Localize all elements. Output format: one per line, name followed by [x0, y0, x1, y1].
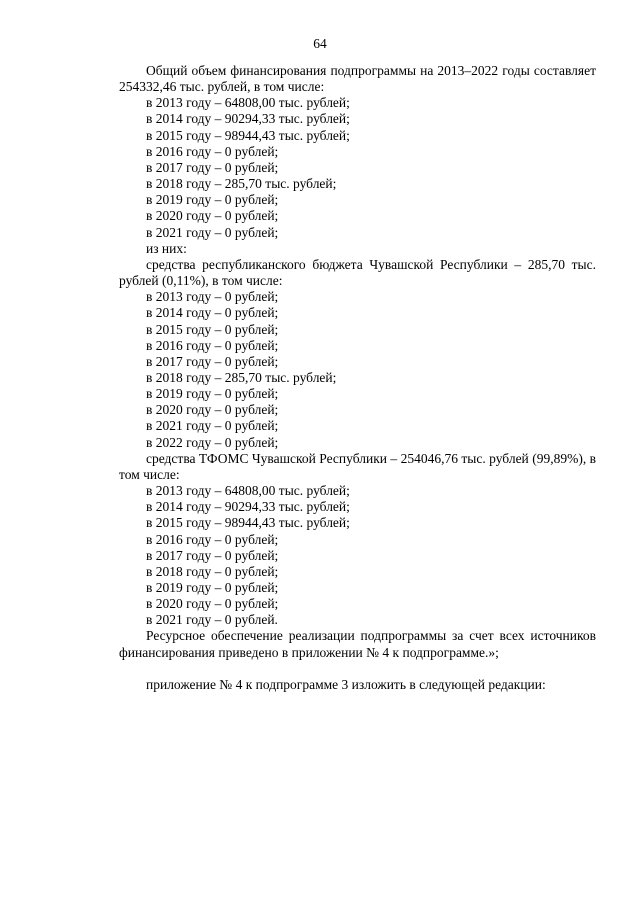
republican-budget-paragraph: средства республиканского бюджета Чувашской Республики – 285,70 тыс. рублей (0,11%), в том числе: — [119, 256, 596, 289]
of-them-label: из них: — [146, 240, 187, 256]
year-item: в 2017 году – 0 рублей; — [146, 353, 279, 369]
tfoms-paragraph: средства ТФОМС Чувашской Республики – 254046,76 тыс. рублей (99,89%), в том числе: — [119, 450, 596, 482]
year-item: в 2016 году – 0 рублей; — [146, 531, 279, 547]
total-financing-year-list — [119, 95, 596, 240]
resource-provision-paragraph: Ресурсное обеспечение реализации подпрограммы за счет всех источников финансирования приведено в приложении № 4 к подпрограмме.»; — [119, 628, 596, 660]
year-item: в 2013 году – 64808,00 тыс. рублей; — [146, 483, 350, 499]
year-item: в 2018 году – 285,70 тыс. рублей; — [146, 369, 337, 385]
year-item: в 2014 году – 90294,33 тыс. рублей; — [146, 499, 350, 515]
year-item: в 2018 году – 0 рублей; — [146, 563, 279, 579]
year-item: в 2014 году – 0 рублей; — [146, 305, 279, 321]
year-item: в 2017 году – 0 рублей; — [146, 159, 279, 175]
year-item: в 2015 году – 0 рублей; — [146, 321, 279, 337]
total-financing-paragraph: Общий объем финансирования подпрограммы на 2013–2022 годы составляет 254332,46 тыс. рублей, в том числе: — [119, 63, 596, 95]
year-item: в 2019 году – 0 рублей; — [146, 386, 279, 402]
year-item: в 2021 году – 0 рублей; — [146, 224, 279, 240]
republican-budget-year-list — [119, 289, 596, 451]
year-item: в 2021 году – 0 рублей; — [146, 418, 279, 434]
year-item: в 2015 году – 98944,43 тыс. рублей; — [146, 127, 350, 143]
page-number: 64 — [313, 36, 327, 51]
appendix-instruction: приложение № 4 к подпрограмме 3 изложить в следующей редакции: — [146, 676, 546, 692]
year-item: в 2017 году – 0 рублей; — [146, 547, 279, 563]
year-item: в 2016 году – 0 рублей; — [146, 337, 279, 353]
year-item: в 2014 году – 90294,33 тыс. рублей; — [146, 111, 350, 127]
document-body — [119, 63, 596, 693]
year-item: в 2016 году – 0 рублей; — [146, 143, 279, 159]
year-item: в 2013 году – 64808,00 тыс. рублей; — [146, 95, 350, 111]
year-item: в 2013 году – 0 рублей; — [146, 289, 279, 305]
year-item: в 2020 году – 0 рублей; — [146, 208, 279, 224]
year-item: в 2018 году – 285,70 тыс. рублей; — [146, 176, 337, 192]
paragraph-spacer — [119, 661, 596, 677]
tfoms-year-list — [119, 483, 596, 628]
year-item: в 2015 году – 98944,43 тыс. рублей; — [146, 515, 350, 531]
year-item: в 2022 году – 0 рублей; — [146, 434, 279, 450]
year-item: в 2019 году – 0 рублей; — [146, 580, 279, 595]
year-item: в 2020 году – 0 рублей; — [146, 596, 279, 612]
year-item: в 2019 году – 0 рублей; — [146, 192, 279, 208]
year-item: в 2020 году – 0 рублей; — [146, 402, 279, 418]
year-item: в 2021 году – 0 рублей. — [146, 612, 278, 628]
